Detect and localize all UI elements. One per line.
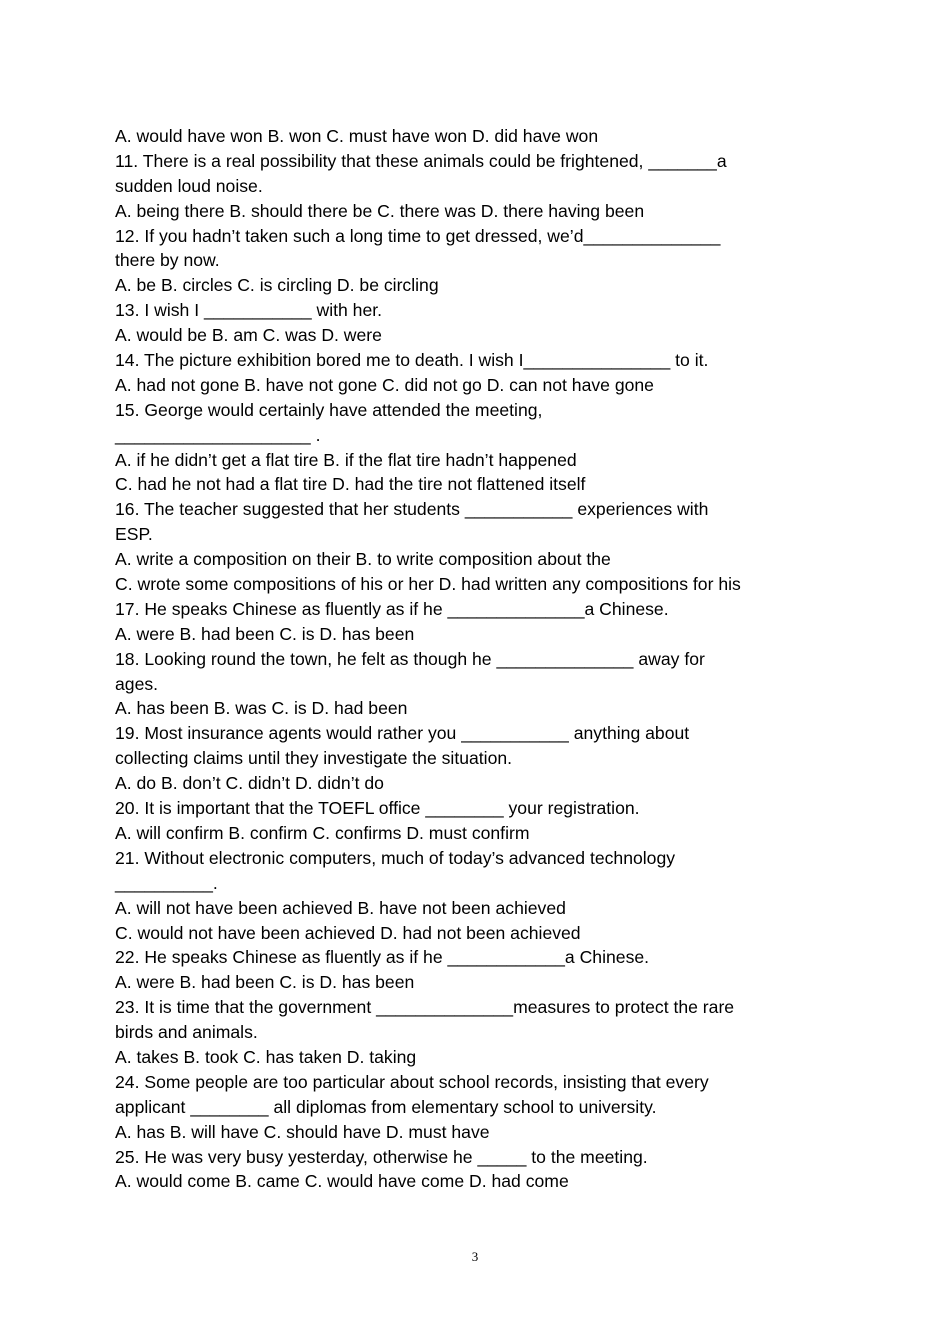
question-24-options: A. has B. will have C. should have D. must have (115, 1121, 490, 1142)
question-17-line-1: 17. He speaks Chinese as fluently as if he ______________a Chinese. (115, 598, 669, 619)
question-21-line-1: 21. Without electronic computers, much of today’s advanced technology (115, 847, 676, 868)
question-14-options: A. had not gone B. have not gone C. did not go D. can not have gone (115, 374, 654, 395)
question-24-line-2: applicant ________ all diplomas from elementary school to university. (115, 1096, 657, 1117)
question-25-line-1: 25. He was very busy yesterday, otherwise he _____ to the meeting. (115, 1146, 648, 1167)
question-11-line-2: sudden loud noise. (115, 175, 263, 196)
question-16-line-2: ESP. (115, 524, 153, 545)
question-23-line-1: 23. It is time that the government ______________measures to protect the rare (115, 997, 735, 1018)
question-16-options-2: C. wrote some compositions of his or her D. had written any compositions for his (115, 574, 741, 595)
question-11-options: A. being there B. should there be C. there was D. there having been (115, 200, 645, 221)
question-22-line-1: 22. He speaks Chinese as fluently as if he ____________a Chinese. (115, 947, 650, 968)
question-22-options: A. were B. had been C. is D. has been (115, 972, 415, 993)
question-13-line-1: 13. I wish I ___________ with her. (115, 300, 383, 321)
question-21-options-2: C. would not have been achieved D. had not been achieved (115, 922, 581, 943)
question-11-line-1: 11. There is a real possibility that these animals could be frightened, _______a (115, 150, 727, 171)
question-18-line-1: 18. Looking round the town, he felt as though he ______________ away for (115, 648, 705, 669)
question-17-options: A. were B. had been C. is D. has been (115, 623, 415, 644)
question-12-line-1: 12. If you hadn’t taken such a long time to get dressed, we’d______________ (115, 225, 721, 246)
question-14-line-1: 14. The picture exhibition bored me to death. I wish I_______________ to it. (115, 350, 709, 371)
question-16-options-1: A. write a composition on their B. to write composition about the (115, 549, 611, 570)
question-19-line-2: collecting claims until they investigate the situation. (115, 748, 513, 769)
question-12-options: A. be B. circles C. is circling D. be circling (115, 275, 439, 296)
question-21-options-1: A. will not have been achieved B. have not been achieved (115, 897, 566, 918)
question-19-options: A. do B. don’t C. didn’t D. didn’t do (115, 773, 384, 794)
question-15-options-2: C. had he not had a flat tire D. had the tire not flattened itself (115, 474, 586, 495)
question-24-line-1: 24. Some people are too particular about school records, insisting that every (115, 1071, 709, 1092)
question-13-options: A. would be B. am C. was D. were (115, 325, 382, 346)
question-15-line-1: 15. George would certainly have attended the meeting, (115, 399, 543, 420)
question-25-options: A. would come B. came C. would have come D. had come (115, 1171, 569, 1192)
question-20-options: A. will confirm B. confirm C. confirms D. must confirm (115, 822, 530, 843)
text-line: A. would have won B. won C. must have won D. did have won (115, 126, 599, 146)
question-16-line-1: 16. The teacher suggested that her students ___________ experiences with (115, 499, 709, 520)
question-23-options: A. takes B. took C. has taken D. taking (115, 1046, 417, 1067)
question-21-line-2: __________. (115, 872, 218, 893)
question-20-line-1: 20. It is important that the TOEFL office ________ your registration. (115, 798, 640, 819)
page-number: 3 (471, 1249, 479, 1264)
question-18-options: A. has been B. was C. is D. had been (115, 698, 408, 719)
question-15-options-1: A. if he didn’t get a flat tire B. if the flat tire hadn’t happened (115, 449, 577, 470)
question-19-line-1: 19. Most insurance agents would rather you ___________ anything about (115, 723, 690, 744)
document-body (115, 124, 805, 1194)
question-12-line-2: there by now. (115, 250, 220, 271)
question-15-line-2: ____________________ . (115, 424, 321, 445)
question-18-line-2: ages. (115, 673, 159, 694)
question-23-line-2: birds and animals. (115, 1022, 258, 1043)
